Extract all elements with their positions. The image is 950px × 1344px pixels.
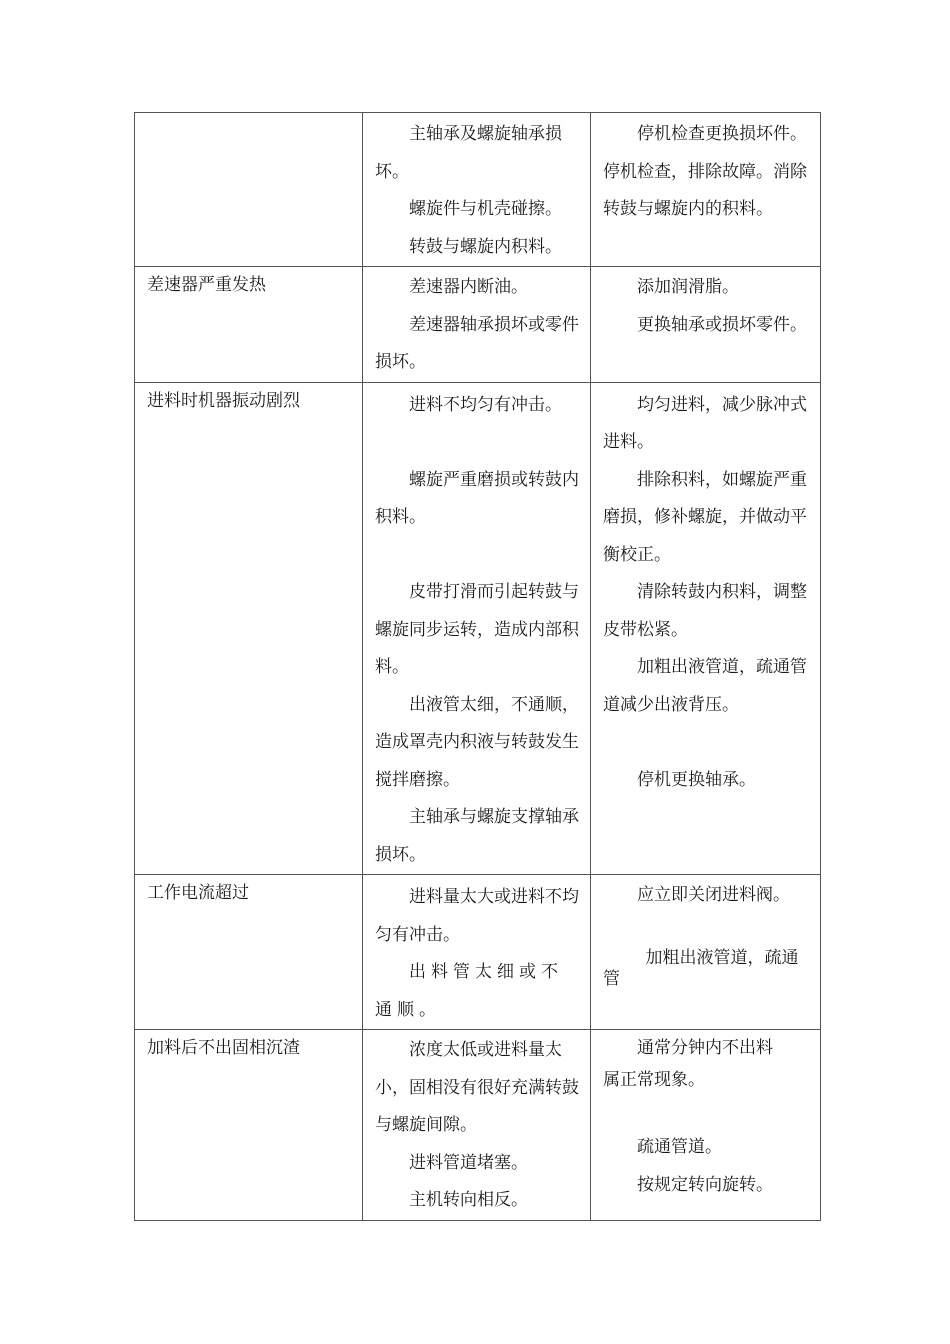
remedy-text: 按规定转向旋转。 [637, 1174, 773, 1195]
cause-cell [363, 1030, 591, 1221]
table-row [135, 267, 821, 383]
cause-cell [363, 113, 591, 267]
fault-table [134, 112, 821, 1221]
remedy-text: 清除转鼓内积料，调整皮带松紧。 [603, 582, 807, 640]
remedy-cell [591, 875, 821, 1030]
remedy-text: 通常分钟内不出料 [637, 1038, 773, 1058]
remedy-cell [591, 382, 821, 875]
fault-cell [135, 113, 363, 267]
cause-text: 主轴承及螺旋轴承损坏。 [375, 124, 562, 182]
fault-cell: 加料后不出固相沉渣 [135, 1030, 363, 1221]
table-row [135, 875, 821, 1030]
cause-text: 主机转向相反。 [409, 1190, 528, 1210]
cause-text: 皮带打滑而引起转鼓与螺旋同步运转，造成内部积料。 [375, 582, 579, 677]
cause-text: 主轴承与螺旋支撑轴承损坏。 [375, 807, 579, 865]
cause-text: 出液管太细，不通顺，造成罩壳内积液与转鼓发生搅拌磨擦。 [375, 694, 579, 790]
remedy-text: 停机检查更换损坏件。 [637, 124, 807, 144]
cause-text: 转鼓与螺旋内积料。 [409, 236, 562, 257]
remedy-text: 均匀进料，减少脉冲式进料。 [603, 394, 807, 452]
remedy-text: 疏通管道。 [637, 1137, 722, 1157]
cause-text: 进料管道堵塞。 [409, 1152, 528, 1173]
remedy-text: 属正常现象。 [603, 1069, 705, 1090]
cause-cell [363, 875, 591, 1030]
cause-text: 浓度太低或进料量太小，固相没有很好充满转鼓与螺旋间隙。 [375, 1040, 579, 1135]
remedy-text: 停机检查，排除故障。消除转鼓与螺旋内的积料。 [603, 161, 807, 219]
remedy-cell [591, 113, 821, 267]
cause-text: 差速器内断油。 [409, 277, 528, 297]
cause-cell [363, 267, 591, 383]
table-row [135, 382, 821, 875]
table-row [135, 113, 821, 267]
fault-cell: 差速器严重发热 [135, 267, 363, 383]
cause-text: 差速器轴承损坏或零件损坏。 [375, 314, 579, 372]
remedy-text: 更换轴承或损坏零件。 [637, 314, 807, 335]
remedy-text: 加粗出液管道，疏通 [645, 947, 799, 968]
remedy-text: 加粗出液管道，疏通管道减少出液背压。 [603, 657, 807, 715]
remedy-text: 管 [603, 968, 620, 989]
fault-cell: 工作电流超过 [135, 875, 363, 1030]
cause-text: 进料量太大或进料不均匀有冲击。 [375, 887, 579, 945]
remedy-text: 添加润滑脂。 [637, 277, 739, 297]
table-row [135, 1030, 821, 1221]
cause-cell [363, 382, 591, 875]
cause-text: 进料不均匀有冲击。 [409, 394, 562, 415]
cause-text: 出料管太细或不通顺。 [375, 962, 563, 1020]
remedy-text: 应立即关闭进料阀。 [637, 885, 790, 905]
remedy-text: 排除积料，如螺旋严重磨损，修补螺旋，并做动平衡校正。 [603, 469, 807, 565]
cause-text: 螺旋严重磨损或转鼓内积料。 [375, 469, 579, 527]
cause-text: 螺旋件与机壳碰擦。 [409, 199, 562, 219]
remedy-text: 停机更换轴承。 [637, 769, 756, 790]
remedy-cell [591, 1030, 821, 1221]
remedy-cell [591, 267, 821, 383]
fault-cell: 进料时机器振动剧烈 [135, 382, 363, 875]
